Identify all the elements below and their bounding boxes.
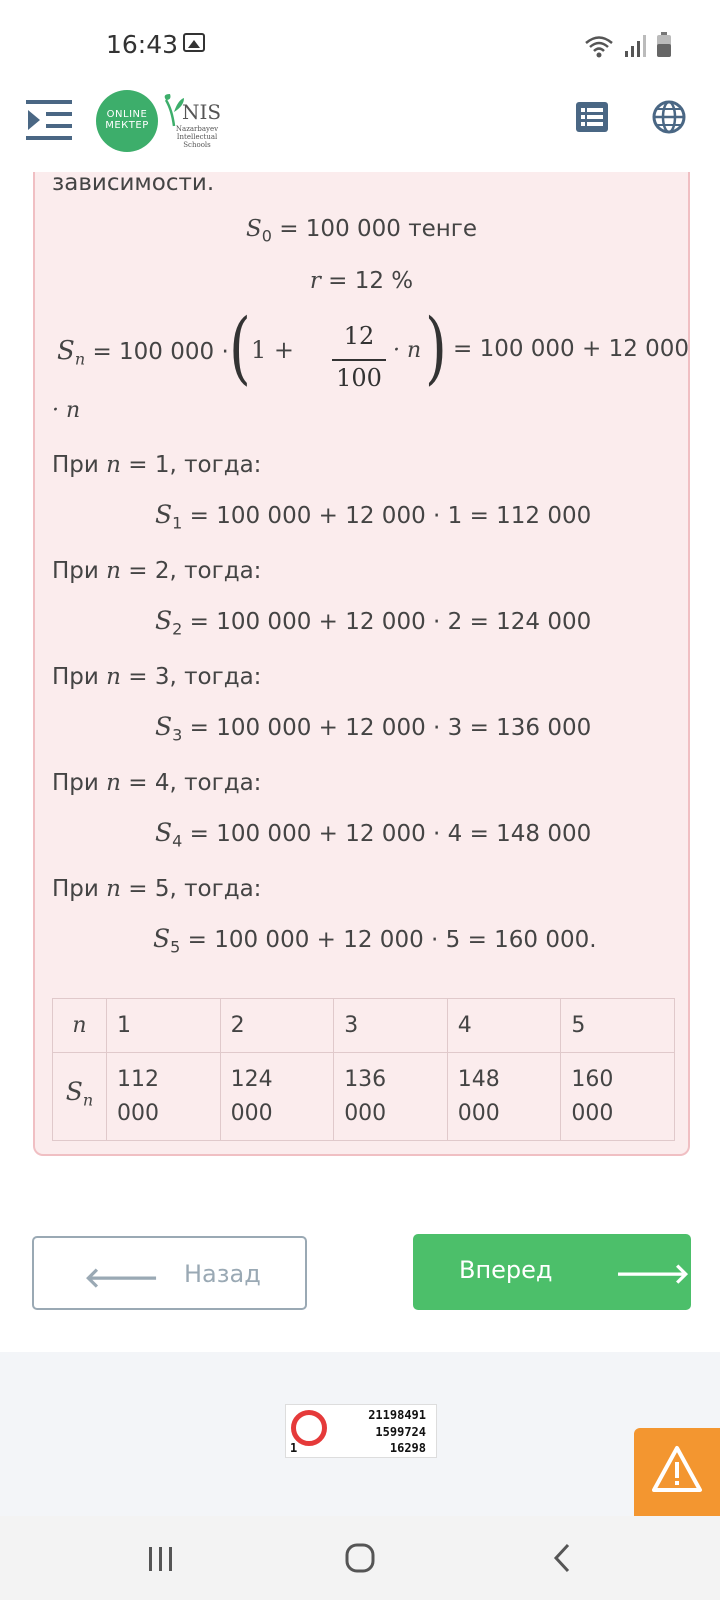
table-cell [447, 1053, 561, 1141]
table-cell [220, 1053, 334, 1141]
table-row-n [53, 999, 675, 1053]
step-s-subscript: 4 [172, 831, 183, 851]
step-cond-pre: При [52, 558, 99, 584]
cell-line: 160 [571, 1066, 614, 1092]
arrow-left-icon: 🡐 [84, 1261, 160, 1294]
step-calc-text: = 100 000 + 12 000 · 1 = 112 000 [189, 503, 592, 529]
table-head-s-symbol: S [65, 1077, 83, 1107]
table-cell: 3 [334, 999, 448, 1053]
formula-s-symbol: S [57, 336, 75, 366]
nis-logo [162, 90, 222, 152]
android-nav-bar [0, 1516, 720, 1600]
online-mektep-logo[interactable] [96, 90, 158, 152]
back-icon[interactable] [550, 1542, 574, 1574]
step-4-calc [155, 818, 591, 851]
step-cond-var: n [106, 770, 121, 796]
list-icon [576, 102, 608, 132]
home-icon[interactable] [344, 1542, 376, 1574]
step-4-condition [52, 770, 261, 796]
right-paren: ) [425, 303, 447, 394]
solution-card [33, 172, 690, 1156]
counter-line3-left: 1 [290, 1441, 298, 1455]
values-table [52, 998, 675, 1141]
formula-s-subscript: n [74, 349, 86, 369]
status-icons [584, 30, 672, 58]
formula-times-n: · n [393, 338, 422, 363]
left-paren: ( [229, 303, 251, 394]
menu-button[interactable] [26, 98, 72, 142]
counter-line2: 1599724 [375, 1425, 426, 1439]
app-header [0, 88, 720, 172]
table-head-n: n [53, 999, 107, 1053]
report-problem-button[interactable] [634, 1428, 720, 1516]
step-s-subscript: 1 [172, 513, 183, 533]
next-button-label: Вперед [459, 1256, 553, 1284]
table-head-s-subscript: n [82, 1090, 94, 1110]
step-3-condition [52, 664, 261, 690]
signal-icon [624, 34, 646, 58]
step-1-condition [52, 452, 261, 478]
cell-line: 112 [117, 1066, 159, 1092]
step-cond-var: n [106, 876, 121, 902]
task-list-button[interactable] [576, 102, 608, 132]
formula-eq-start: = 100 000 · [92, 339, 229, 365]
s0-subscript: 0 [261, 226, 272, 246]
s0-line [35, 216, 688, 246]
globe-icon [652, 100, 686, 134]
fraction-numerator: 12 [343, 322, 375, 350]
table-head-sn [53, 1053, 107, 1141]
nis-logo-text: NIS [182, 100, 222, 124]
step-calc-text: = 100 000 + 12 000 · 2 = 124 000 [189, 609, 592, 635]
step-5-calc [153, 924, 597, 957]
logo-online-line2: МЕКТЕР [105, 120, 149, 131]
cell-line: 000 [344, 1100, 387, 1126]
step-cond-post: = 1, тогда: [128, 452, 262, 478]
table-cell: 5 [561, 999, 675, 1053]
step-2-calc [155, 606, 591, 639]
visit-counter[interactable] [285, 1404, 437, 1458]
main-formula [57, 303, 690, 402]
table-row-sn [53, 1053, 675, 1141]
gallery-notification-icon [183, 33, 205, 52]
step-cond-pre: При [52, 452, 99, 478]
step-cond-post: = 4, тогда: [128, 770, 262, 796]
page-footer [0, 1352, 720, 1516]
step-calc-text: = 100 000 + 12 000 · 5 = 160 000. [187, 927, 597, 953]
cell-line: 000 [571, 1100, 614, 1126]
step-calc-text: = 100 000 + 12 000 · 3 = 136 000 [189, 715, 592, 741]
step-s-symbol: S [155, 712, 173, 741]
formula-tail: · n [52, 398, 81, 423]
step-s-symbol: S [155, 606, 173, 635]
counter-line3-right: 16298 [389, 1441, 426, 1455]
step-cond-post: = 2, тогда: [128, 558, 262, 584]
status-bar [0, 0, 720, 88]
step-s-subscript: 3 [172, 725, 183, 745]
step-s-subscript: 5 [170, 937, 181, 957]
table-cell [334, 1053, 448, 1141]
cell-line: 000 [230, 1100, 273, 1126]
step-cond-var: n [106, 664, 121, 690]
step-s-symbol: S [155, 500, 173, 529]
step-cond-pre: При [52, 876, 99, 902]
step-cond-pre: При [52, 770, 99, 796]
formula-rhs: = 100 000 + 12 000 [453, 336, 690, 362]
step-cond-var: n [106, 558, 121, 584]
back-button-label: Назад [184, 1260, 261, 1288]
step-2-condition [52, 558, 261, 584]
step-s-subscript: 2 [172, 619, 183, 639]
menu-collapse-icon [26, 98, 72, 142]
back-button[interactable] [32, 1236, 307, 1310]
counter-line1: 21198491 [368, 1408, 426, 1422]
language-button[interactable] [652, 100, 686, 134]
step-s-symbol: S [153, 924, 171, 953]
step-3-calc [155, 712, 591, 745]
cell-line: 000 [457, 1100, 500, 1126]
table-cell [107, 1053, 221, 1141]
intro-text: зависимости. [52, 170, 215, 196]
step-1-calc [155, 500, 591, 533]
step-calc-text: = 100 000 + 12 000 · 4 = 148 000 [189, 821, 592, 847]
table-cell: 4 [447, 999, 561, 1053]
wifi-icon [584, 34, 614, 58]
table-cell: 1 [107, 999, 221, 1053]
formula-one-plus: 1 + [251, 336, 295, 364]
s0-symbol: S [245, 216, 262, 242]
next-button[interactable] [413, 1234, 691, 1310]
r-value: = 12 % [328, 268, 414, 294]
nis-logo-subtitle: Nazarbayev Intellectual Schools [175, 125, 219, 149]
r-symbol: r [309, 268, 321, 294]
arrow-right-icon: 🡒 [615, 1257, 691, 1290]
cell-line: 136 [344, 1066, 387, 1092]
fraction-denominator: 100 [336, 364, 382, 392]
table-cell [561, 1053, 675, 1141]
step-cond-var: n [106, 452, 121, 478]
warning-icon [634, 1428, 720, 1516]
battery-icon [656, 32, 672, 58]
step-cond-pre: При [52, 664, 99, 690]
r-line [35, 268, 688, 294]
step-s-symbol: S [155, 818, 173, 847]
step-5-condition [52, 876, 261, 902]
formula-lhs [57, 336, 229, 369]
cell-line: 124 [230, 1066, 273, 1092]
step-cond-post: = 3, тогда: [128, 664, 262, 690]
logo-online-line1: ONLINE [106, 109, 148, 120]
table-cell: 2 [220, 999, 334, 1053]
cell-line: 000 [117, 1100, 159, 1126]
recent-apps-icon[interactable] [146, 1544, 176, 1574]
s0-value: = 100 000 тенге [279, 216, 478, 242]
fraction-bar [332, 359, 386, 361]
cell-line: 148 [457, 1066, 500, 1092]
status-time: 16:43 [106, 30, 179, 59]
step-cond-post: = 5, тогда: [128, 876, 262, 902]
